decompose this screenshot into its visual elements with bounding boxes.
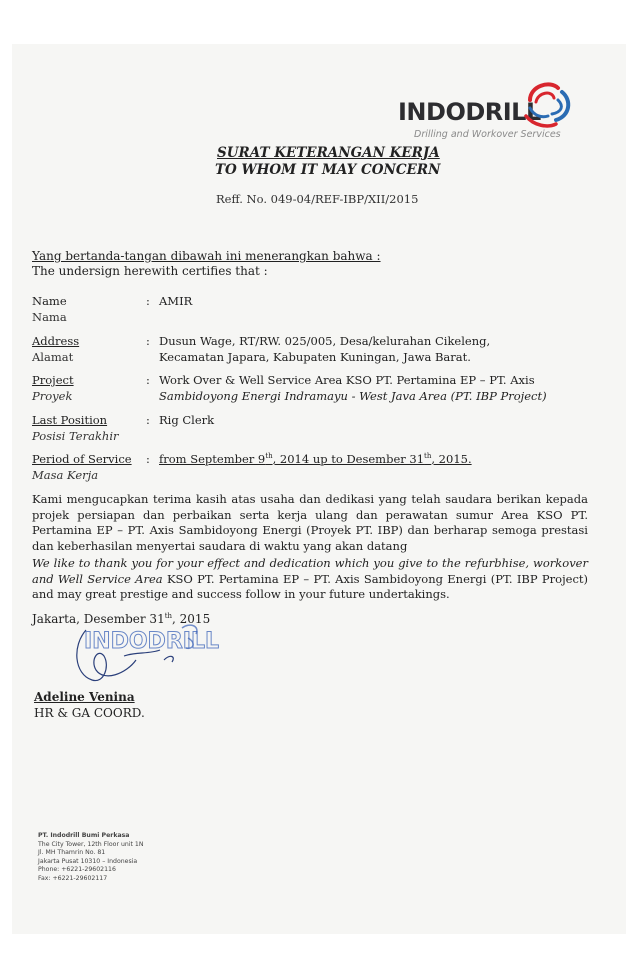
letter-title-indonesian: SURAT KETERANGAN KERJA xyxy=(217,145,440,161)
intro-english: The undersign herewith certifies that : xyxy=(32,264,268,278)
footer-address-line3: Jakarta Pusat 10310 – Indonesia xyxy=(38,857,138,865)
intro-indonesian: Yang bertanda-tangan dibawah ini menerangkan bahwa : xyxy=(32,249,381,263)
field-last-position-value: Rig Clerk xyxy=(159,413,215,427)
field-period-colon: : xyxy=(146,452,150,466)
field-name-label-id: Nama xyxy=(32,310,67,324)
field-period-value xyxy=(159,452,472,466)
field-project-line2: Sambidoyong Energi Indramayu - West Java Area (PT. IBP Project) xyxy=(159,389,547,403)
paragraph-english xyxy=(32,556,588,603)
paragraph-english-rest: KSO PT. Pertamina EP – PT. Axis Sambidoyong Energi (PT. IBP Project) and may great prestige and success follow in your future undertakings. xyxy=(32,571,589,601)
reference-number: Reff. No. 049-04/REF-IBP/XII/2015 xyxy=(216,192,419,206)
paragraph-english-italic: We like to thank you for your effect and dedication which you give to the refurbhise, workover and Well Service Area xyxy=(32,556,588,586)
logo-tagline: Drilling and Workover Services xyxy=(414,129,561,140)
field-address-line2: Kecamatan Japara, Kabupaten Kuningan, Jawa Barat. xyxy=(159,350,471,364)
footer-phone: Phone: +6221-29602116 xyxy=(38,866,116,874)
period-end-text: , 2015. xyxy=(431,452,472,466)
field-period-label: Period of Service xyxy=(32,452,132,466)
field-address-colon: : xyxy=(146,334,150,348)
field-project-line1: Work Over & Well Service Area KSO PT. Pertamina EP – PT. Axis xyxy=(159,373,535,387)
stamp-text: INDODRILL xyxy=(84,629,219,654)
paragraph-indonesian: Kami mengucapkan terima kasih atas usaha dan dedikasi yang telah saudara berikan kepada projek persiapan dan perbaikan serta kerja ulang dan perawatan sumur Area KSO PT. Pertamina EP – PT. Axis Sambidoyong Energi (Proyek PT. IBP) dan berharap semoga prestasi dan keberhasilan menyertai saudara di waktu yang akan datang xyxy=(32,492,588,553)
field-address-label-id: Alamat xyxy=(32,350,74,364)
company-footer xyxy=(38,832,144,884)
date-sup: th xyxy=(164,612,173,620)
footer-address-line1: The City Tower, 12th Floor unit 1N xyxy=(38,840,144,848)
field-name-colon: : xyxy=(146,294,150,308)
field-project-label: Project xyxy=(32,373,74,387)
field-name-value: AMIR xyxy=(159,294,193,308)
field-address-line1: Dusun Wage, RT/RW. 025/005, Desa/kelurahan Cikeleng, xyxy=(159,334,491,348)
field-address-label: Address xyxy=(32,334,80,348)
signer-name: Adeline Venina xyxy=(34,690,135,704)
footer-address-line2: Jl. MH Thamrin No. 81 xyxy=(38,849,106,857)
footer-fax: Fax: +6221-29602117 xyxy=(38,874,108,882)
field-last-position-label-id: Posisi Terakhir xyxy=(32,429,119,443)
field-last-position-label: Last Position xyxy=(32,413,108,427)
date-end: , 2015 xyxy=(172,612,211,626)
logo-swirl-icon xyxy=(522,78,576,130)
period-from-text: from September 9 xyxy=(159,452,266,466)
field-project-label-id: Proyek xyxy=(32,389,73,403)
period-from-sup: th xyxy=(265,452,273,461)
logo-wordmark: INDODRILL xyxy=(398,98,541,126)
period-mid-text: , 2014 up to Desember 31 xyxy=(272,452,425,466)
field-period-label-id: Masa Kerja xyxy=(32,468,99,482)
signer-role: HR & GA COORD. xyxy=(34,706,145,720)
field-last-position-colon: : xyxy=(146,413,150,427)
company-stamp xyxy=(64,616,219,696)
date-text: Jakarta, Desember 31 xyxy=(32,612,165,626)
field-project-colon: : xyxy=(146,373,150,387)
field-name-label: Name xyxy=(32,294,67,308)
company-logo xyxy=(398,78,578,148)
period-to-sup: th xyxy=(424,452,432,461)
letter-title-english: TO WHOM IT MAY CONCERN xyxy=(215,162,441,178)
footer-company: PT. Indodrill Bumi Perkasa xyxy=(38,832,130,839)
